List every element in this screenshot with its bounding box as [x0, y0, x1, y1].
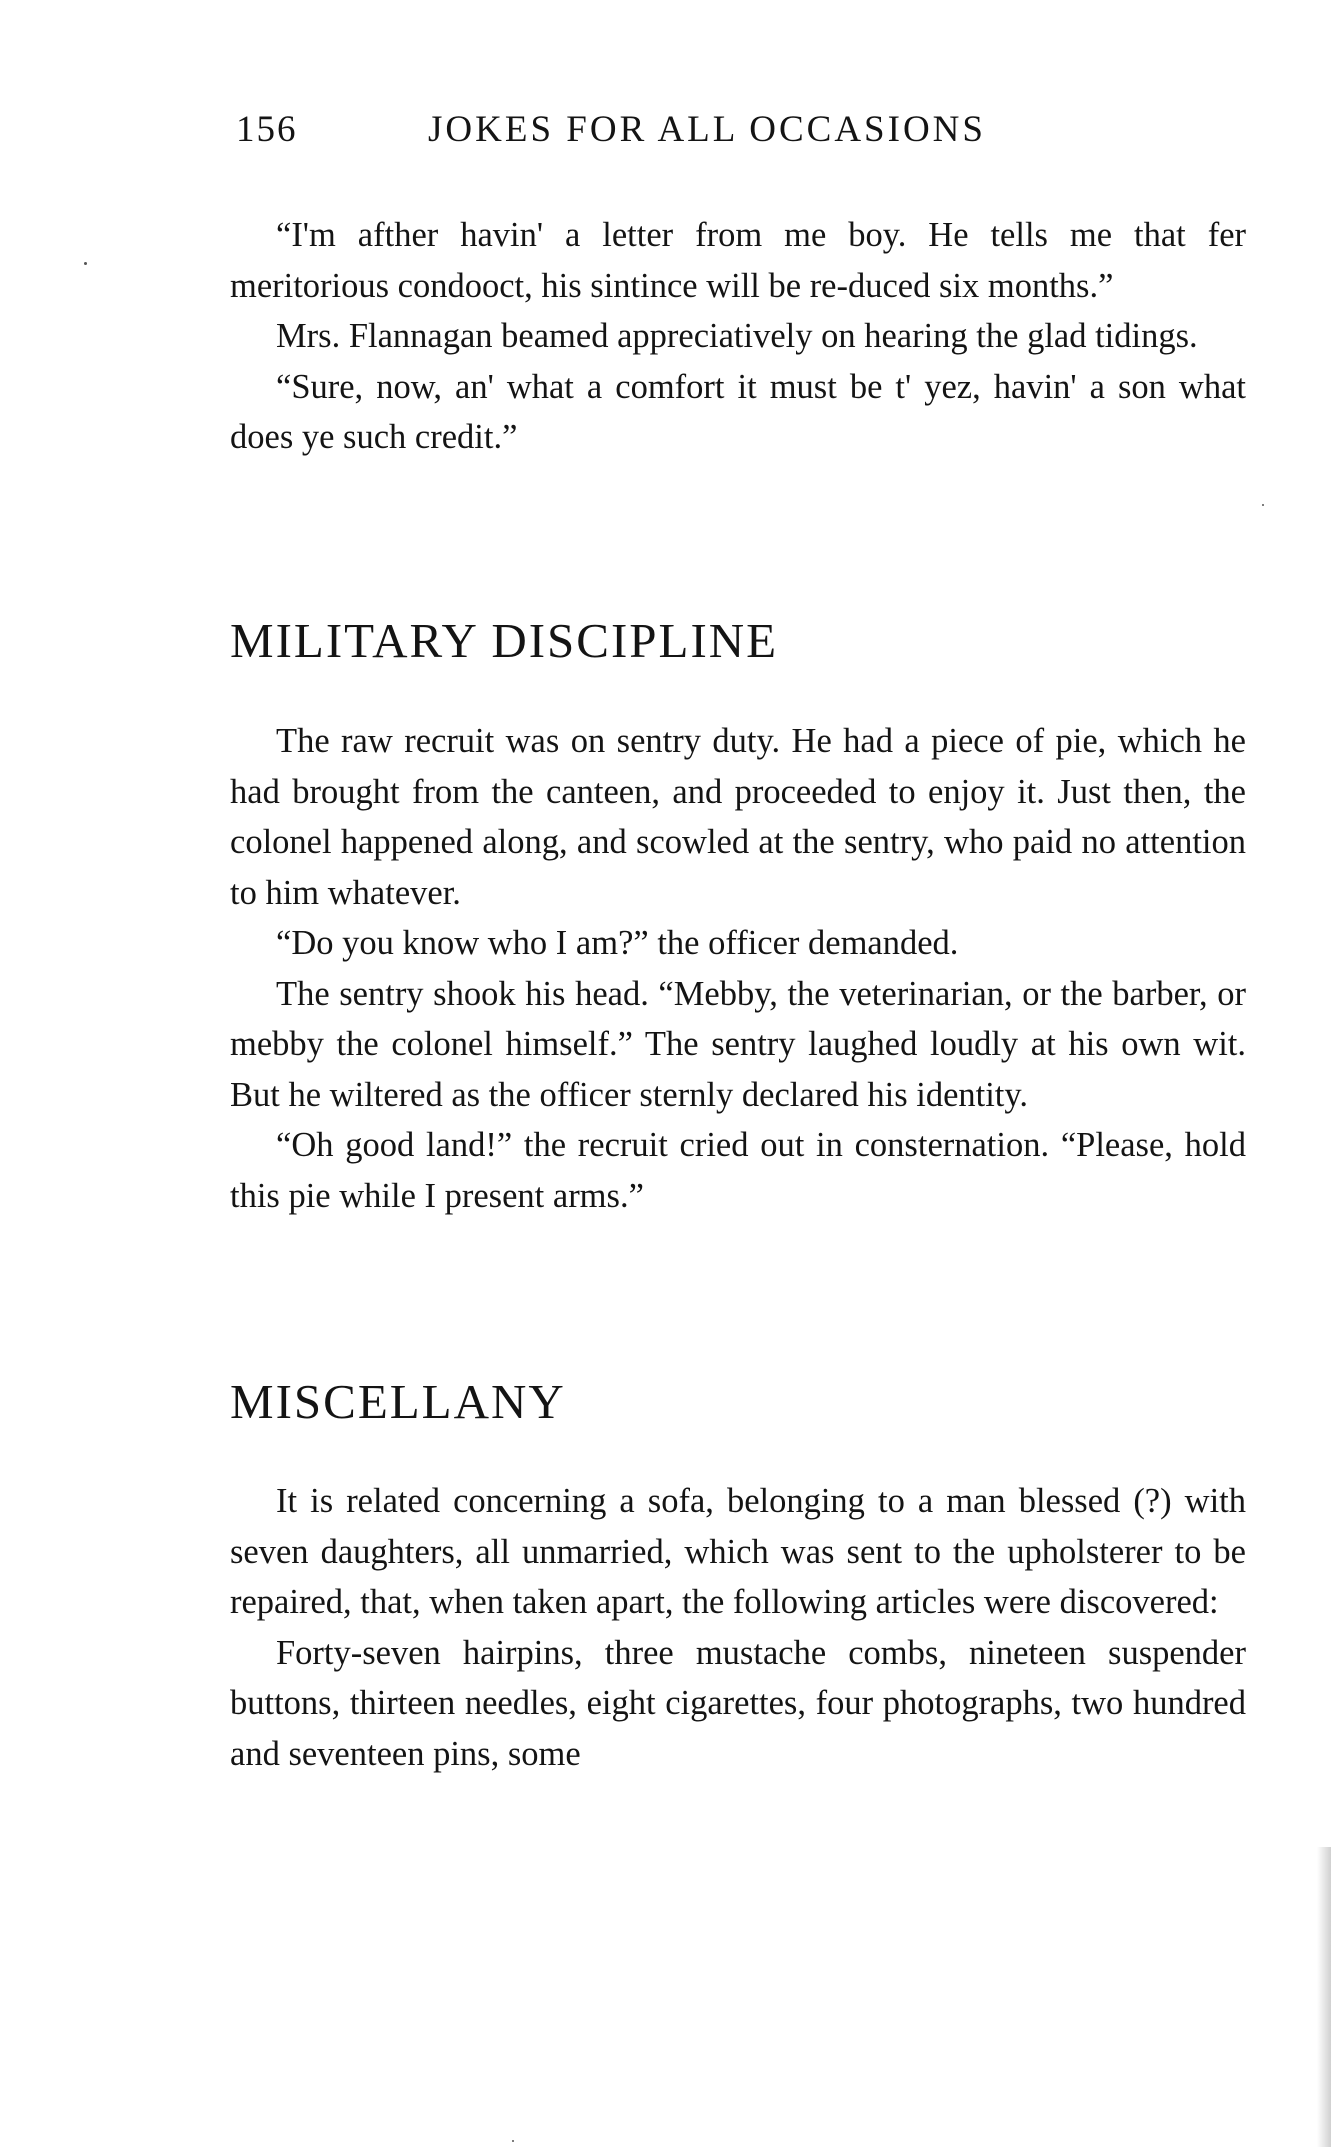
military-discipline-text — [230, 716, 1246, 1221]
paper-speck — [84, 262, 87, 265]
paragraph: Forty-seven hairpins, three mustache combs, nineteen suspender buttons, thirteen needles, eight cigarettes, four photographs, two hundred and seventeen pins, some — [230, 1633, 1246, 1773]
page-header — [236, 108, 1256, 158]
paragraph: “Sure, now, an' what a comfort it must be t' yez, havin' a son what does ye such credit.” — [230, 367, 1246, 456]
paragraph: “Oh good land!” the recruit cried out in consternation. “Please, hold this pie while I present arms.” — [230, 1126, 1246, 1215]
page-edge-shadow — [1317, 1847, 1331, 2147]
miscellany-text — [230, 1476, 1246, 1779]
paragraph: “I'm afther havin' a letter from me boy. He tells me that fer meritorious condooct, his sintince will be re-duced six months.” — [230, 216, 1246, 305]
paper-speck — [512, 2140, 514, 2142]
running-title: JOKES FOR ALL OCCASIONS — [428, 109, 986, 150]
paragraph: It is related concerning a sofa, belonging to a man blessed (?) with seven daughters, all unmarried, which was sent to the upholsterer to be repaired, that, when taken apart, the following articles were discovered: — [230, 1482, 1246, 1621]
paper-speck — [1262, 504, 1264, 506]
paragraph: “Do you know who I am?” the officer demanded. — [276, 924, 959, 962]
section-heading-military-discipline: MILITARY DISCIPLINE — [230, 613, 779, 668]
continued-story — [230, 210, 1246, 463]
page-number: 156 — [236, 109, 298, 150]
paragraph: The sentry shook his head. “Mebby, the veterinarian, or the barber, or mebby the colonel himself.” The sentry laughed loudly at his own wit. But he wiltered as the officer sternly declared his identity. — [230, 974, 1246, 1114]
paragraph: Mrs. Flannagan beamed appreciatively on hearing the glad tidings. — [276, 317, 1198, 355]
paragraph: The raw recruit was on sentry duty. He had a piece of pie, which he had brought from the canteen, and proceeded to enjoy it. Just then, the colonel happened along, and scowled at the sentry, who paid no attention to him whatever. — [230, 722, 1246, 912]
section-heading-miscellany: MISCELLANY — [230, 1374, 566, 1429]
